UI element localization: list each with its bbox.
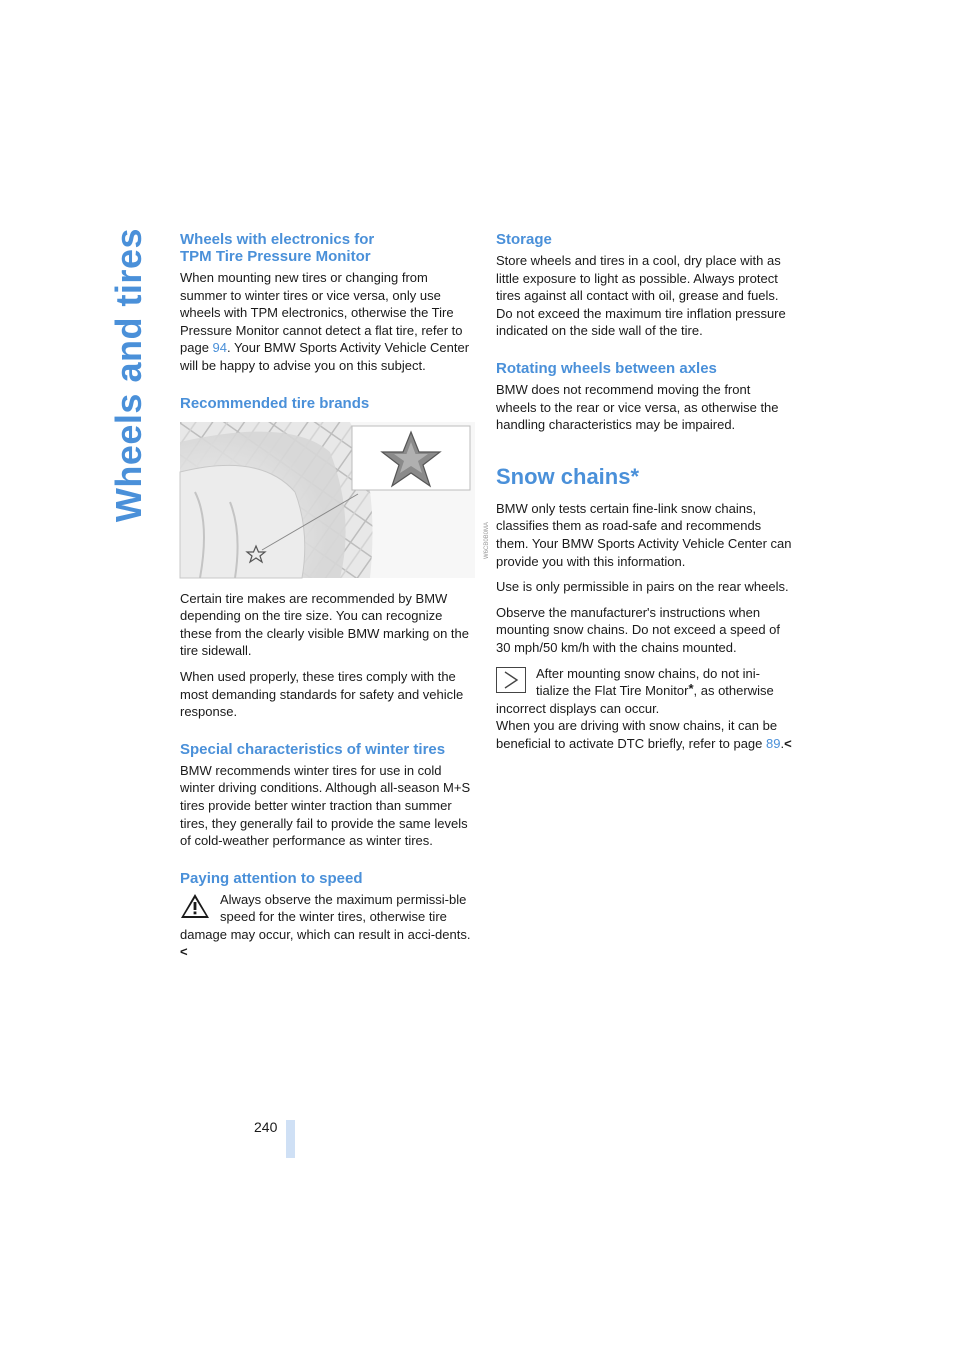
snow-paragraph-1: BMW only tests certain fine-link snow chains, classifies them as road-safe and recommends them. Your BMW Sports Activity Vehicle Center can provide you with this information.	[496, 500, 792, 569]
figure-code: W6CB0B0MA	[484, 521, 490, 559]
speed-warning-note	[180, 891, 476, 961]
tpm-heading-line1: Wheels with electronics for	[180, 231, 375, 248]
snow-paragraph-2: Use is only permissible in pairs on the rear wheels.	[496, 579, 789, 595]
page-number-bar	[286, 1120, 295, 1158]
speed-warning-text: Always observe the maximum permissi-ble speed for the winter tires, otherwise tire damage may occur, which can result in acci-dents.	[180, 891, 471, 942]
option-asterisk: *	[688, 681, 694, 697]
brands-heading: Recommended tire brands	[180, 394, 370, 412]
storage-paragraph: Store wheels and tires in a cool, dry place with as little exposure to light as possible. Always protect tires against all contact with oil, grease and fuels. Do not exceed the maximum tire inflation pressure indicated on the side wall of the tire.	[496, 253, 786, 339]
left-column	[180, 231, 490, 961]
note-text-part2: , as otherwise incorrect displays can occur.	[496, 683, 774, 716]
page-link-89[interactable]: 89	[766, 735, 781, 751]
tire-illustration	[180, 422, 475, 578]
tire-star-marking-figure	[180, 422, 490, 578]
note-text-part3: When you are driving with snow chains, it can be beneficial to activate DTC briefly, refer to page	[496, 718, 778, 751]
snow-paragraph-3: Observe the manufacturer's instructions when mounting snow chains. Do not exceed a speed of 30 mph/50 km/h with the chains mounted.	[496, 604, 781, 655]
storage-heading: Storage	[496, 231, 552, 248]
snow-chains-note: After mounting snow chains, do not ini-tialize the Flat Tire Monitor*, as otherwise incorrect displays can occur. When you are driving with snow chains, it can be beneficial to activate DTC briefly, refer to page 89.<	[496, 665, 792, 751]
warning-triangle-icon	[180, 893, 210, 919]
tpm-heading	[180, 231, 476, 265]
winter-paragraph: BMW recommends winter tires for use in cold winter driving conditions. Although all-season M+S tires provide better winter traction than summer tires, they generally fail to provide the same levels of cold-weather performance as winter tires.	[180, 762, 471, 849]
snow-chains-heading: Snow chains*	[496, 463, 640, 489]
page-link-94[interactable]: 94	[212, 340, 228, 356]
end-mark: <	[784, 735, 792, 751]
rotating-paragraph: BMW does not recommend moving the front wheels to the rear or vice versa, as otherwise the handling characteristics may be impaired.	[496, 381, 779, 433]
tpm-heading-line2: TPM Tire Pressure Monitor	[180, 248, 371, 265]
right-column	[496, 231, 792, 752]
note-arrow-icon	[496, 667, 526, 693]
winter-heading: Special characteristics of winter tires	[180, 740, 446, 758]
rotating-heading: Rotating wheels between axles	[496, 359, 717, 377]
note-text-part1: After mounting snow chains, do not ini-tialize the Flat Tire Monitor	[536, 665, 761, 699]
brands-paragraph-2: When used properly, these tires comply with the most demanding standards for safety and vehicle response.	[180, 668, 464, 720]
speed-heading: Paying attention to speed	[180, 869, 363, 887]
chapter-side-title: Wheels and tires	[108, 228, 149, 523]
end-mark: <	[180, 944, 188, 960]
page-number: 240	[254, 1119, 278, 1135]
brands-paragraph-1: Certain tire makes are recommended by BMW depending on the tire size. You can recognize these from the clearly visible BMW marking on the tire sidewall.	[180, 590, 469, 659]
tpm-paragraph: When mounting new tires or changing from summer to winter tires or vice versa, only use wheels with TPM electronics, otherwise the Tire Pressure Monitor cannot detect a flat tire, refer to page 94. Your BMW Sports Activity Vehicle Center will be happy to advise you on this subject.	[180, 270, 470, 373]
